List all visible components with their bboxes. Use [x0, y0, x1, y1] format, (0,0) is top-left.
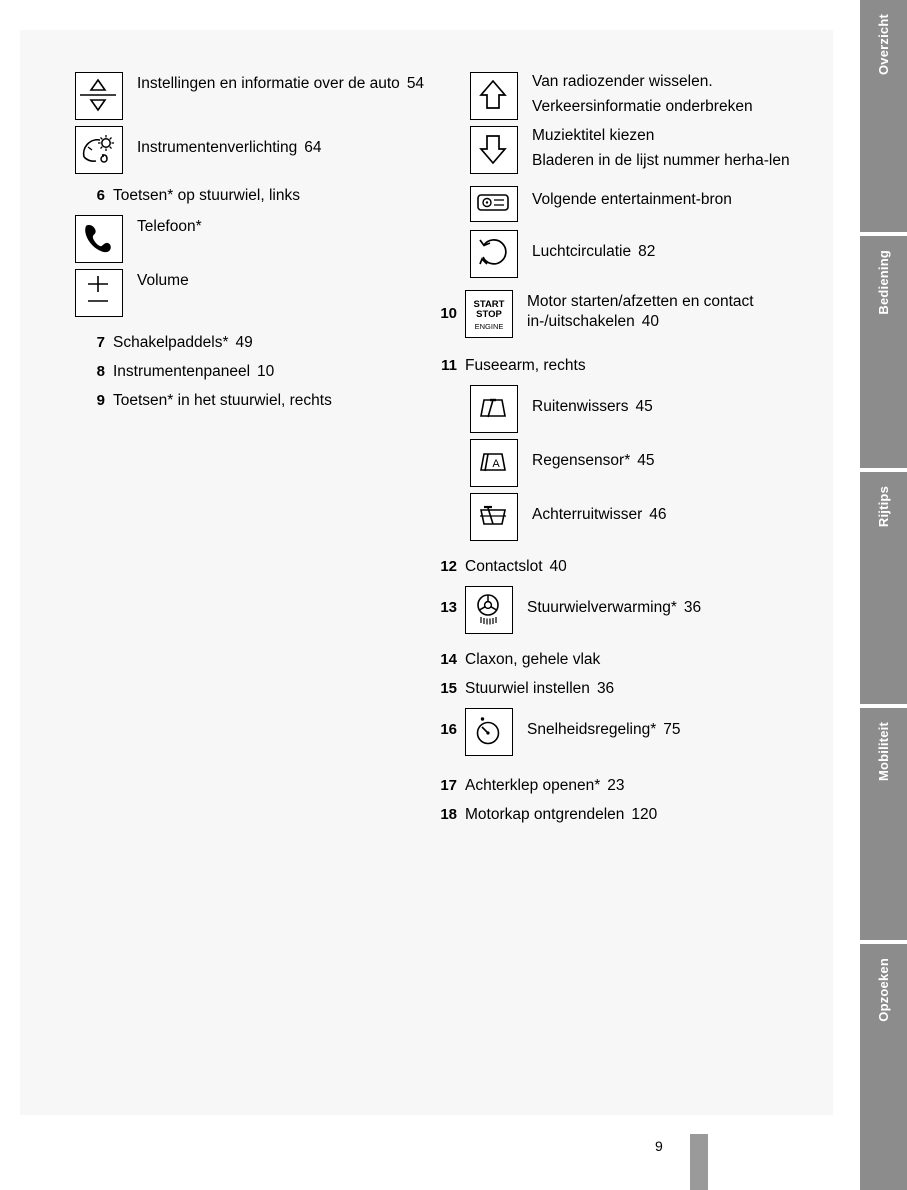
list-item-text — [465, 650, 600, 670]
windscreen-wiper-icon — [470, 385, 518, 433]
section-tabs — [860, 0, 907, 1190]
item-number: 16 — [440, 721, 457, 738]
list-item-label — [532, 493, 667, 525]
page-reference: 36 — [683, 599, 702, 616]
svg-text:ENGINE: ENGINE — [474, 322, 504, 331]
item-number: 8 — [96, 363, 105, 380]
page-reference: 40 — [641, 313, 659, 330]
list-item — [427, 586, 820, 634]
icon-slot — [470, 493, 532, 541]
item-number: 6 — [96, 187, 105, 204]
item-number: 14 — [440, 651, 457, 668]
list-item — [427, 356, 820, 376]
list-item-label — [532, 385, 653, 417]
list-item — [75, 362, 455, 382]
rain-sensor-icon — [470, 439, 518, 487]
page-marker-bar-top — [690, 1124, 708, 1134]
item-number: 7 — [96, 334, 105, 351]
list-item-text: Instrumentenverlichting — [137, 139, 298, 156]
icon-slot — [75, 72, 137, 120]
list-item-text: Motor starten/afzetten en contact in-/uitschakelen — [527, 293, 754, 330]
list-item-text: Muziektitel kiezen — [532, 127, 655, 144]
icon-slot — [470, 439, 532, 487]
item-number: 13 — [440, 599, 457, 616]
list-item-text: Van radiozender wisselen. — [532, 73, 713, 90]
svg-text:STOP: STOP — [476, 309, 502, 320]
list-item — [470, 493, 820, 541]
page-reference: 75 — [663, 721, 681, 738]
up-down-arrows-icon — [75, 72, 123, 120]
cruise-control-icon — [465, 708, 513, 756]
list-item-label: Stuurwiel instellen — [465, 680, 590, 697]
list-item — [427, 776, 820, 796]
list-item — [427, 290, 820, 338]
list-item-text — [465, 805, 657, 825]
page-reference: 49 — [235, 334, 253, 351]
list-item-label: Toetsen* op stuurwiel, links — [113, 187, 300, 204]
arrow-up-box-icon — [470, 72, 518, 120]
icon-slot — [465, 586, 527, 634]
list-item-text — [465, 776, 625, 796]
tab-mobiliteit[interactable] — [860, 708, 907, 940]
tab-label: Mobiliteit — [876, 722, 891, 782]
icon-slot — [75, 215, 137, 263]
tab-overzicht[interactable] — [860, 0, 907, 232]
list-item-label — [527, 708, 681, 740]
icon-slot — [470, 180, 532, 222]
icon-slot — [75, 126, 137, 174]
list-item-text — [465, 356, 586, 376]
list-item-text: Instellingen en informatie over de auto — [137, 75, 400, 92]
svg-text:A: A — [492, 458, 500, 470]
list-item — [75, 333, 455, 353]
list-item-text: Snelheidsregeling* — [527, 721, 657, 738]
steering-wheel-heating-icon — [465, 586, 513, 634]
icon-slot — [470, 385, 532, 433]
page-reference: 36 — [596, 680, 615, 697]
list-item — [75, 215, 455, 263]
list-item-text: Bladeren in de lijst nummer herha-len — [532, 152, 790, 169]
list-item-label — [532, 72, 753, 117]
item-number: 11 — [441, 357, 457, 374]
page-reference: 54 — [406, 75, 425, 92]
list-item-text — [113, 333, 253, 353]
list-item-label: Instrumentenpaneel — [113, 363, 251, 380]
start-stop-engine-icon — [465, 290, 513, 338]
tab-label: Bediening — [876, 250, 891, 315]
icon-slot — [470, 72, 532, 120]
list-item — [470, 126, 820, 174]
instrument-lighting-icon — [75, 126, 123, 174]
list-item — [427, 557, 820, 577]
tab-opzoeken[interactable] — [860, 944, 907, 1190]
list-item-text — [113, 362, 274, 382]
list-item-label — [137, 269, 189, 291]
list-item-label — [527, 290, 817, 332]
list-item — [75, 186, 455, 206]
page-reference: 45 — [637, 452, 655, 469]
list-item-label — [137, 126, 322, 158]
list-item-text: Regensensor* — [532, 452, 631, 469]
telephone-handset-icon — [75, 215, 123, 263]
list-item-text: Verkeersinformatie onderbreken — [532, 98, 753, 115]
icon-slot — [470, 126, 532, 174]
list-item — [75, 126, 455, 174]
list-item-label: Claxon, gehele vlak — [465, 651, 601, 668]
icon-slot — [75, 269, 137, 317]
item-number: 9 — [96, 392, 105, 409]
list-item-text: Luchtcirculatie — [532, 243, 632, 260]
list-item-label — [532, 126, 790, 171]
icon-slot — [470, 230, 532, 278]
entertainment-source-icon — [470, 186, 518, 222]
page-content-area — [20, 30, 833, 1115]
list-item — [75, 391, 455, 411]
list-item-label: Achterklep openen* — [465, 777, 601, 794]
icon-slot — [465, 708, 527, 756]
list-item — [470, 439, 820, 487]
item-number: 15 — [440, 680, 457, 697]
list-item-label: Fuseearm, rechts — [465, 357, 586, 374]
page-reference: 82 — [638, 243, 656, 260]
tab-label: Overzicht — [876, 14, 891, 76]
volume-plus-minus-icon — [75, 269, 123, 317]
page-reference: 120 — [631, 806, 658, 823]
list-item-text: Volgende entertainment-bron — [532, 191, 732, 208]
arrow-down-box-icon — [470, 126, 518, 174]
list-item-label — [532, 439, 654, 471]
list-item — [470, 230, 820, 278]
tab-bediening[interactable] — [860, 236, 907, 468]
list-item — [470, 180, 820, 222]
rear-window-wiper-icon — [470, 493, 518, 541]
list-item-label — [532, 180, 732, 210]
list-item-label: Toetsen* in het stuurwiel, rechts — [113, 392, 332, 409]
list-item-text — [465, 557, 567, 577]
list-item-text — [465, 679, 614, 699]
list-item — [427, 650, 820, 670]
list-item-text: Stuurwielverwarming* — [527, 599, 677, 616]
item-number: 12 — [440, 558, 457, 575]
page-reference: 46 — [649, 506, 667, 523]
page-reference: 40 — [549, 558, 567, 575]
svg-text:START: START — [473, 299, 505, 310]
item-number: 17 — [440, 777, 457, 794]
tab-rijtips[interactable] — [860, 472, 907, 704]
list-item-text: Ruitenwissers — [532, 398, 629, 415]
list-item — [470, 385, 820, 433]
left-column — [75, 72, 455, 420]
item-number: 18 — [440, 806, 457, 823]
list-item-text — [113, 391, 332, 411]
page-reference: 64 — [304, 139, 322, 156]
list-item — [470, 72, 820, 120]
list-item-text: Volume — [137, 272, 189, 289]
item-number: 10 — [440, 305, 457, 322]
list-item — [75, 269, 455, 317]
icon-slot — [465, 290, 527, 338]
page-reference: 45 — [635, 398, 653, 415]
list-item — [427, 679, 820, 699]
list-item-text: Achterruitwisser — [532, 506, 643, 523]
list-item-text — [113, 186, 300, 206]
page-number: 9 — [655, 1138, 663, 1154]
list-item-label: Contactslot — [465, 558, 543, 575]
list-item — [427, 708, 820, 756]
air-recirculation-icon — [470, 230, 518, 278]
page-reference: 10 — [257, 363, 275, 380]
list-item — [427, 805, 820, 825]
list-item-label: Schakelpaddels* — [113, 334, 229, 351]
list-item-label: Motorkap ontgrendelen — [465, 806, 625, 823]
list-item-label — [532, 230, 655, 262]
right-column — [440, 72, 820, 834]
list-item-text: Telefoon* — [137, 218, 202, 235]
list-item-label — [527, 586, 701, 618]
list-item-label — [137, 215, 202, 237]
tab-label: Rijtips — [876, 486, 891, 528]
list-item — [75, 72, 455, 120]
tab-label: Opzoeken — [876, 958, 891, 1022]
page-reference: 23 — [607, 777, 625, 794]
list-item-label — [137, 72, 424, 94]
